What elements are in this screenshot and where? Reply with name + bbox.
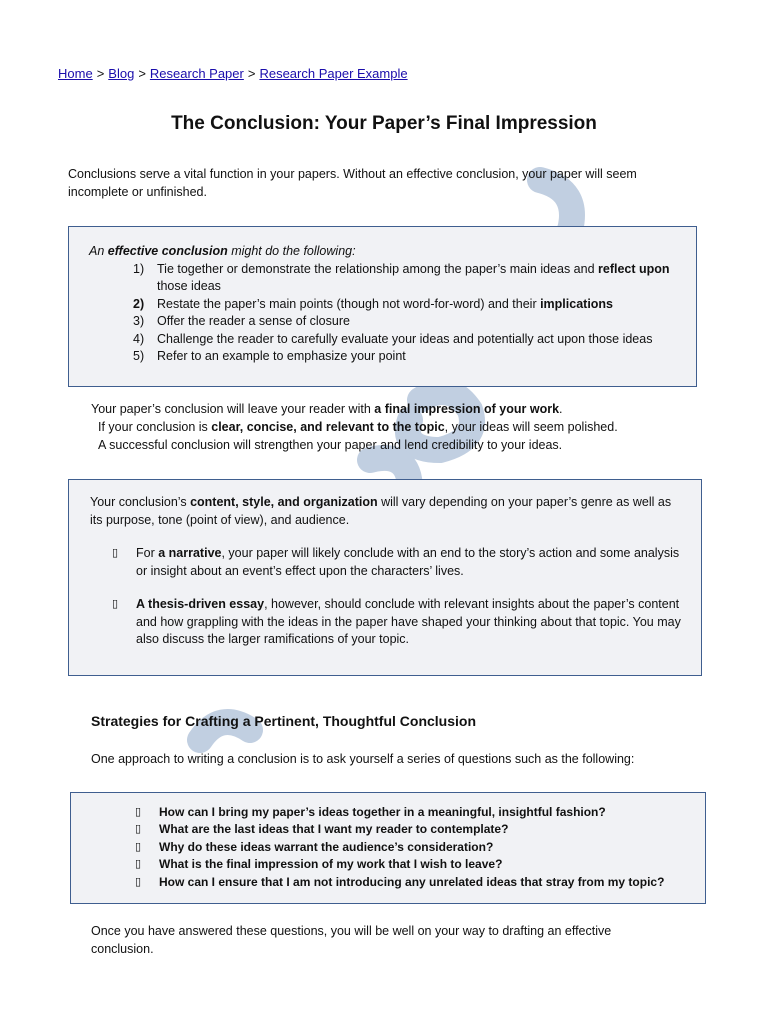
breadcrumb-blog-link[interactable]: Blog xyxy=(108,66,135,81)
bullet-icon: ▯ xyxy=(135,858,142,871)
list-item-text: Tie together or demonstrate the relationship among the paper’s main ideas and xyxy=(157,261,599,276)
list-number: 2) xyxy=(133,296,145,311)
list-number: 4) xyxy=(133,331,145,346)
breadcrumb xyxy=(58,66,408,81)
breadcrumb-research-paper-example-link[interactable]: Research Paper Example xyxy=(259,66,408,81)
breadcrumb-home-link[interactable]: Home xyxy=(58,66,93,81)
bullet-icon: ▯ xyxy=(135,840,142,853)
effective-conclusion-box xyxy=(68,226,697,387)
lead-text: might do the following: xyxy=(227,244,356,258)
clear-concise-line xyxy=(98,419,698,437)
paragraph-text: If your conclusion is xyxy=(98,420,212,434)
effective-conclusion-lead xyxy=(89,243,676,261)
list-item-text: For xyxy=(136,546,159,560)
list-item xyxy=(71,821,705,838)
question-text: How can I bring my paper’s ideas together in a meaningful, insightful fashion? xyxy=(159,805,606,819)
paragraph-text: , your ideas will seem polished. xyxy=(444,420,618,434)
page-title: The Conclusion: Your Paper’s Final Impression xyxy=(171,113,597,134)
content-style-lead xyxy=(90,494,681,529)
list-item-text: Challenge the reader to carefully evaluate your ideas and potentially act upon those ideas xyxy=(157,331,653,346)
closing-paragraph: Once you have answered these questions, you will be well on your way to drafting an effective conclusion. xyxy=(91,924,612,956)
question-text: How can I ensure that I am not introducing any unrelated ideas that stray from my topic? xyxy=(159,874,665,889)
list-item xyxy=(89,261,676,296)
question-text: Why do these ideas warrant the audience’s consideration? xyxy=(159,839,494,854)
list-item-text: Offer the reader a sense of closure xyxy=(157,314,350,328)
bullet-icon: ▯ xyxy=(135,823,142,836)
paragraph-text: Your paper’s conclusion will leave your reader with xyxy=(91,402,375,416)
successful-conclusion-line: A successful conclusion will strengthen your paper and lend credibility to your ideas. xyxy=(98,438,563,452)
list-item xyxy=(71,839,705,856)
lead-text: An xyxy=(89,244,108,258)
paragraph-bold: clear, concise, and relevant to the topic xyxy=(211,420,445,434)
list-item xyxy=(71,856,705,873)
list-item-text: Refer to an example to emphasize your point xyxy=(157,349,406,363)
strategies-heading: Strategies for Crafting a Pertinent, Thoughtful Conclusion xyxy=(91,713,477,729)
list-item-text: Restate the paper’s main points (though not word-for-word) and their xyxy=(157,296,541,311)
list-item xyxy=(89,313,676,331)
list-item xyxy=(90,545,681,580)
list-number: 3) xyxy=(133,314,145,328)
questions-box xyxy=(70,792,706,904)
breadcrumb-separator: > xyxy=(96,66,105,81)
list-item-bold: reflect upon xyxy=(598,261,670,276)
list-item-text: those ideas xyxy=(157,279,221,293)
final-impression-line xyxy=(91,401,691,419)
genre-list xyxy=(90,545,681,649)
lead-text: Your conclusion’s xyxy=(90,495,191,509)
list-item-bold: a narrative xyxy=(158,546,222,560)
strategies-intro: One approach to writing a conclusion is to ask yourself a series of questions such as the following: xyxy=(91,752,635,766)
paragraph-text: . xyxy=(559,402,563,416)
list-item xyxy=(71,874,705,891)
lead-bold-text: content, style, and organization xyxy=(190,495,378,509)
bullet-icon: ▯ xyxy=(112,547,119,559)
list-item-text: , however, should conclude with relevant insights about the paper’s content and how grappling with the ideas in the paper have shaped your thinking about that topic. You may also discuss the larger ramifications of your topic. xyxy=(136,597,681,646)
breadcrumb-separator: > xyxy=(247,66,256,81)
bullet-icon: ▯ xyxy=(112,598,119,610)
list-item xyxy=(89,348,676,366)
bullet-icon: ▯ xyxy=(135,806,142,818)
list-item-bold: implications xyxy=(540,296,614,311)
breadcrumb-research-paper-link[interactable]: Research Paper xyxy=(149,66,244,81)
list-item xyxy=(90,596,681,649)
list-number: 5) xyxy=(133,349,145,363)
content-style-box xyxy=(68,479,702,676)
list-number: 1) xyxy=(133,261,145,276)
list-item-bold: A thesis-driven essay xyxy=(136,597,265,611)
questions-list xyxy=(71,804,705,891)
question-text: What are the last ideas that I want my reader to contemplate? xyxy=(159,822,509,837)
breadcrumb-separator: > xyxy=(138,66,146,81)
effective-conclusion-list xyxy=(89,261,676,366)
paragraph-bold: a final impression of your work xyxy=(374,402,560,416)
list-item xyxy=(71,804,705,821)
list-item xyxy=(89,331,676,349)
bullet-icon: ▯ xyxy=(135,875,142,888)
list-item xyxy=(89,296,676,314)
lead-text: will vary depending on your paper’s genre as well as its purpose, tone (point of view), and audience. xyxy=(90,495,672,527)
lead-bold-text: effective conclusion xyxy=(107,244,228,258)
list-item-text: , your paper will likely conclude with an end to the story’s action and some analysis or insight about an event’s effect upon the characters’ lives. xyxy=(136,546,680,578)
intro-paragraph: Conclusions serve a vital function in your papers. Without an effective conclusion, your paper will seem incomplete or unfinished. xyxy=(68,167,637,199)
question-text: What is the final impression of my work that I wish to leave? xyxy=(159,857,503,872)
